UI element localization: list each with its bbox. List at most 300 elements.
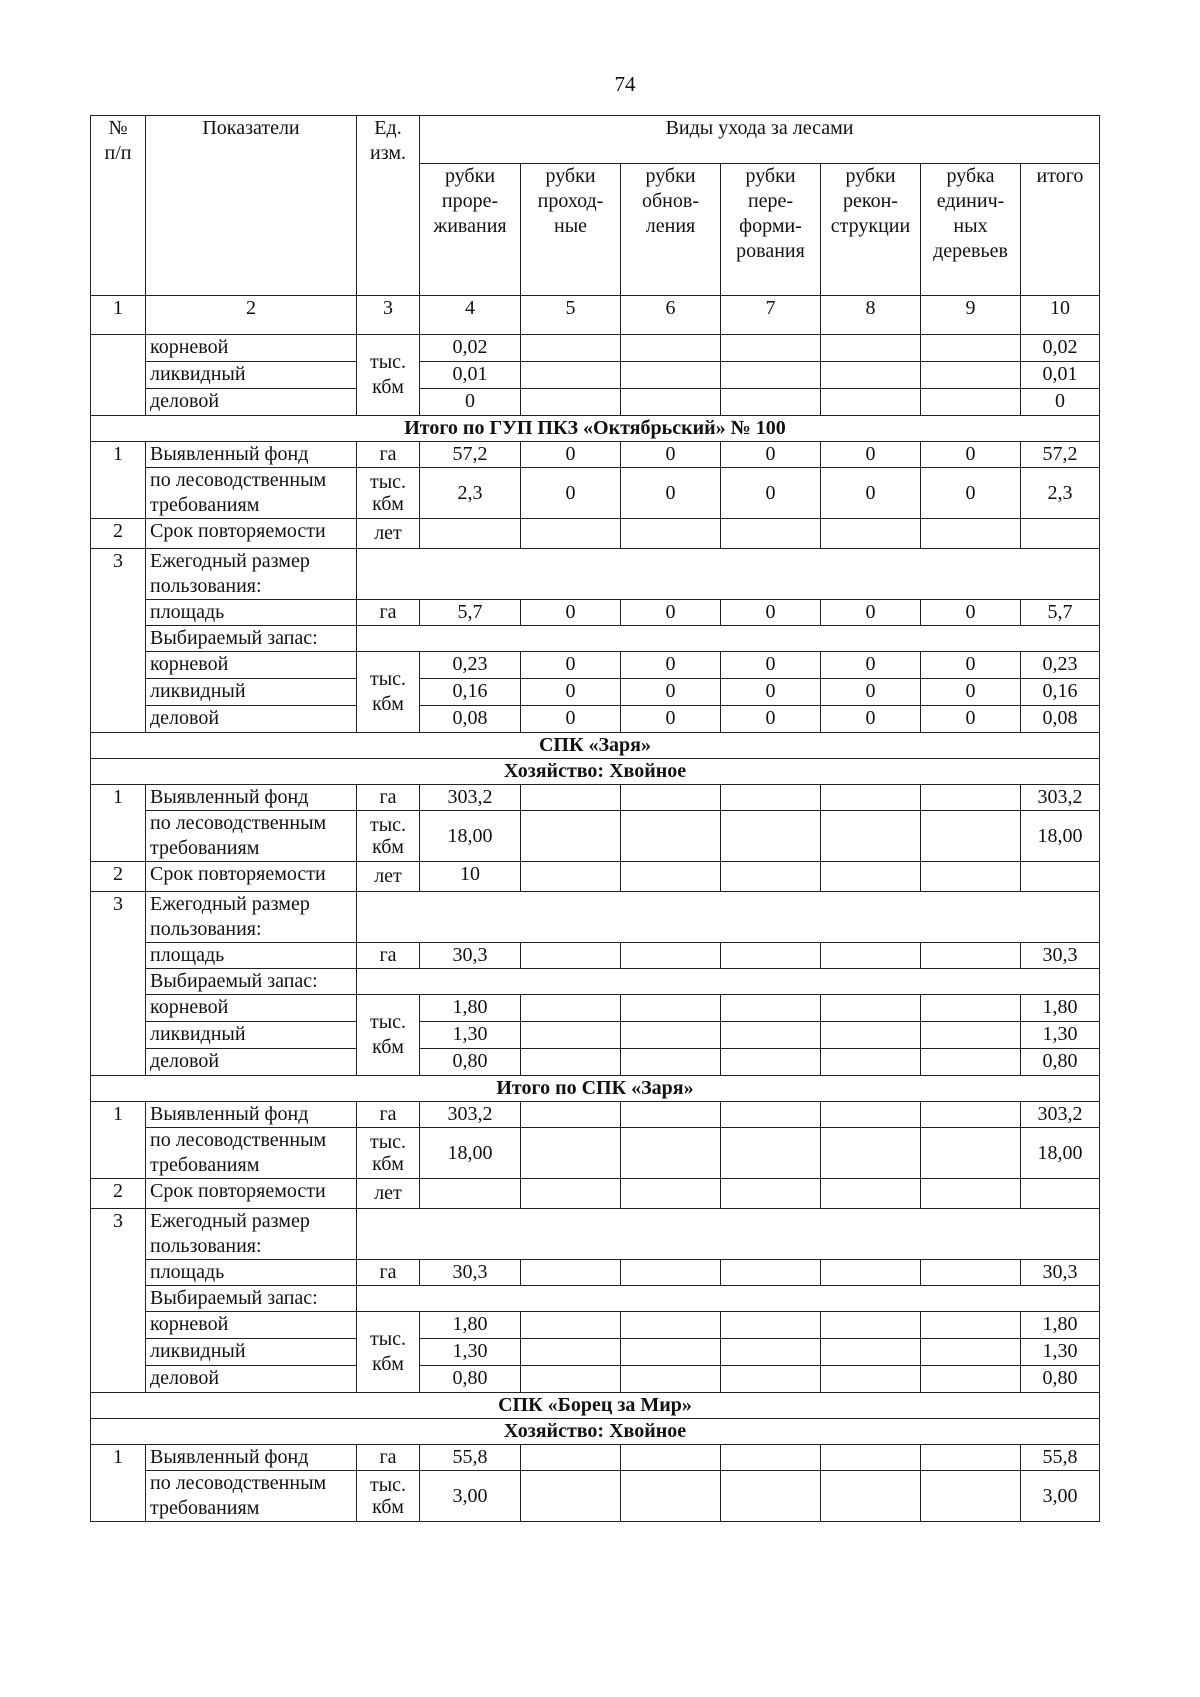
- unit-cell: [357, 995, 420, 1076]
- header-col7: рубки пере- форми- рования: [721, 164, 821, 296]
- area-row: [91, 943, 1100, 969]
- value-cell: 30,3: [420, 943, 521, 969]
- value-cell: [521, 862, 621, 892]
- value-cell: 2,3: [420, 468, 521, 519]
- value-cell: [921, 943, 1021, 969]
- section-subtitle-row: [91, 1419, 1100, 1445]
- value-cell: 5,7: [1021, 600, 1100, 626]
- value-cell: [521, 1179, 621, 1209]
- value-cell: [721, 995, 821, 1022]
- column-number: 1: [91, 296, 146, 335]
- indicator-label: Выявленный фонд: [146, 1102, 357, 1128]
- column-number: 8: [821, 296, 921, 335]
- value-cell: 0,08: [420, 706, 521, 733]
- section-title-row: [91, 733, 1100, 759]
- annual-line1: Ежегодный размер: [150, 893, 310, 915]
- value-cell: [821, 1049, 921, 1076]
- indicator-label: корневой: [146, 335, 357, 362]
- value-cell: [621, 1471, 721, 1522]
- value-cell: [420, 519, 521, 549]
- unit-cell: га: [357, 1102, 420, 1128]
- value-cell: 303,2: [1021, 1102, 1100, 1128]
- value-cell: [521, 362, 621, 389]
- empty-cell: [357, 1286, 1100, 1312]
- fund-row: [91, 1128, 1100, 1179]
- header-col9: рубка единич- ных деревьев: [921, 164, 1021, 296]
- section-title: Итого по СПК «Заря»: [91, 1076, 1100, 1102]
- unit-cell: [357, 335, 420, 416]
- section-title: СПК «Заря»: [91, 733, 1100, 759]
- value-cell: 55,8: [1021, 1445, 1100, 1471]
- value-cell: [521, 1260, 621, 1286]
- value-cell: 0: [921, 600, 1021, 626]
- value-cell: [521, 389, 621, 416]
- indicator-label: деловой: [146, 1366, 357, 1393]
- unit-kbm: кбм: [372, 493, 404, 515]
- value-cell: 0: [621, 600, 721, 626]
- value-cell: 0,23: [1021, 652, 1100, 679]
- fund-line3: требованиям: [150, 1497, 260, 1519]
- value-cell: 57,2: [1021, 442, 1100, 468]
- value-cell: [621, 389, 721, 416]
- unit-cell: [357, 1312, 420, 1393]
- annual-line2: пользования:: [150, 575, 262, 597]
- value-cell: [821, 1312, 921, 1339]
- value-cell: 0,02: [1021, 335, 1100, 362]
- value-cell: [821, 1260, 921, 1286]
- section-title-row: [91, 1076, 1100, 1102]
- value-cell: 1,80: [1021, 1312, 1100, 1339]
- value-cell: 18,00: [1021, 1128, 1100, 1179]
- value-cell: [821, 943, 921, 969]
- value-cell: 0: [921, 706, 1021, 733]
- value-cell: 0,08: [1021, 706, 1100, 733]
- annual-line1: Ежегодный размер: [150, 550, 310, 572]
- indicator-label: ликвидный: [146, 1022, 357, 1049]
- value-cell: 0: [621, 468, 721, 519]
- header-col4: рубки проре- живания: [420, 164, 521, 296]
- unit-kbm: кбм: [372, 1036, 404, 1058]
- value-cell: [521, 1312, 621, 1339]
- row-number: 2: [91, 862, 146, 892]
- value-cell: [1021, 862, 1100, 892]
- value-cell: 0,23: [420, 652, 521, 679]
- value-cell: 57,2: [420, 442, 521, 468]
- value-cell: [921, 1260, 1021, 1286]
- indicator-label: [146, 811, 357, 862]
- row-number: 3: [91, 892, 146, 1076]
- unit-kbm: кбм: [372, 1353, 404, 1375]
- unit-cell: га: [357, 943, 420, 969]
- row-number: 3: [91, 549, 146, 733]
- unit-tys: тыс.: [369, 1328, 407, 1350]
- value-cell: 0: [721, 468, 821, 519]
- stock-item-row: [91, 679, 1100, 706]
- value-cell: [521, 1445, 621, 1471]
- unit-cell: га: [357, 1260, 420, 1286]
- section-title: Итого по ГУП ПКЗ «Октябрьский» № 100: [91, 416, 1100, 442]
- fund-line2: по лесоводственным: [150, 812, 327, 834]
- column-number: 6: [621, 296, 721, 335]
- unit-tys: тыс.: [369, 1474, 407, 1496]
- indicator-label: корневой: [146, 652, 357, 679]
- value-cell: [921, 1128, 1021, 1179]
- value-cell: [721, 362, 821, 389]
- value-cell: [621, 943, 721, 969]
- value-cell: [521, 1471, 621, 1522]
- fund-line3: требованиям: [150, 1154, 260, 1176]
- unit-tys: тыс.: [369, 471, 407, 493]
- value-cell: 0: [921, 679, 1021, 706]
- value-cell: 0,02: [420, 335, 521, 362]
- value-cell: 0: [821, 706, 921, 733]
- unit-kbm: кбм: [372, 376, 404, 398]
- empty-cell: [357, 549, 1100, 600]
- fund-row: [91, 442, 1100, 468]
- unit-kbm: кбм: [372, 1153, 404, 1175]
- indicator-label: Срок повторяемости: [146, 519, 357, 549]
- value-cell: [821, 785, 921, 811]
- value-cell: [1021, 1179, 1100, 1209]
- value-cell: [621, 519, 721, 549]
- value-cell: 1,30: [420, 1022, 521, 1049]
- area-row: [91, 600, 1100, 626]
- indicator-label: Выбираемый запас:: [146, 626, 357, 652]
- value-cell: [821, 1445, 921, 1471]
- value-cell: 0: [420, 389, 521, 416]
- value-cell: [921, 862, 1021, 892]
- value-cell: 0: [721, 600, 821, 626]
- indicator-label: Выявленный фонд: [146, 785, 357, 811]
- unit-kbm: кбм: [372, 836, 404, 858]
- empty-cell: [91, 335, 146, 416]
- row-number: 1: [91, 785, 146, 862]
- value-cell: [621, 785, 721, 811]
- value-cell: [921, 389, 1021, 416]
- indicator-label: [146, 892, 357, 943]
- unit-cell: [357, 1471, 420, 1522]
- value-cell: 0: [621, 679, 721, 706]
- stock-item-row: [91, 995, 1100, 1022]
- column-numbers-row: [91, 296, 1100, 335]
- indicator-label: [146, 549, 357, 600]
- value-cell: [921, 362, 1021, 389]
- unit-cell: га: [357, 442, 420, 468]
- stock-row: [91, 969, 1100, 995]
- value-cell: [921, 811, 1021, 862]
- period-row: [91, 1179, 1100, 1209]
- value-cell: [921, 995, 1021, 1022]
- value-cell: [821, 811, 921, 862]
- period-row: [91, 519, 1100, 549]
- value-cell: [521, 1102, 621, 1128]
- value-cell: [621, 1049, 721, 1076]
- value-cell: 18,00: [1021, 811, 1100, 862]
- value-cell: [621, 335, 721, 362]
- value-cell: [821, 389, 921, 416]
- value-cell: [521, 995, 621, 1022]
- value-cell: [921, 1049, 1021, 1076]
- area-row: [91, 1260, 1100, 1286]
- value-cell: [521, 1128, 621, 1179]
- value-cell: 0: [521, 652, 621, 679]
- unit-tys: тыс.: [369, 668, 407, 690]
- value-cell: 0: [521, 679, 621, 706]
- value-cell: 303,2: [1021, 785, 1100, 811]
- indicator-label: корневой: [146, 995, 357, 1022]
- stock-item-row: [91, 1022, 1100, 1049]
- value-cell: [721, 811, 821, 862]
- unit-cell: [357, 468, 420, 519]
- value-cell: 0: [521, 468, 621, 519]
- header-group-title: Виды ухода за лесами: [420, 116, 1100, 164]
- value-cell: 3,00: [1021, 1471, 1100, 1522]
- annual-line2: пользования:: [150, 1235, 262, 1257]
- unit-cell: [357, 1128, 420, 1179]
- column-number: 9: [921, 296, 1021, 335]
- fund-line2: по лесоводственным: [150, 1472, 327, 1494]
- value-cell: [721, 1022, 821, 1049]
- value-cell: [621, 1366, 721, 1393]
- value-cell: [921, 1445, 1021, 1471]
- value-cell: [521, 811, 621, 862]
- section-title: СПК «Борец за Мир»: [91, 1393, 1100, 1419]
- fund-row: [91, 785, 1100, 811]
- value-cell: 0: [721, 442, 821, 468]
- fund-line2: по лесоводственным: [150, 1129, 327, 1151]
- annual-row: [91, 1209, 1100, 1260]
- value-cell: 0: [721, 706, 821, 733]
- fund-row: [91, 468, 1100, 519]
- value-cell: 303,2: [420, 1102, 521, 1128]
- value-cell: [921, 1312, 1021, 1339]
- value-cell: [821, 519, 921, 549]
- value-cell: 1,80: [420, 995, 521, 1022]
- value-cell: [721, 1179, 821, 1209]
- value-cell: 2,3: [1021, 468, 1100, 519]
- stock-item-row: [91, 389, 1100, 416]
- value-cell: [721, 335, 821, 362]
- value-cell: [621, 862, 721, 892]
- column-number: 7: [721, 296, 821, 335]
- column-number: 10: [1021, 296, 1100, 335]
- value-cell: 0,80: [1021, 1049, 1100, 1076]
- indicator-label: Выбираемый запас:: [146, 969, 357, 995]
- value-cell: [821, 862, 921, 892]
- indicator-label: площадь: [146, 943, 357, 969]
- stock-item-row: [91, 706, 1100, 733]
- indicator-label: [146, 468, 357, 519]
- stock-item-row: [91, 362, 1100, 389]
- value-cell: [721, 389, 821, 416]
- value-cell: [521, 1366, 621, 1393]
- stock-item-row: [91, 1049, 1100, 1076]
- fund-row: [91, 1471, 1100, 1522]
- indicator-label: [146, 1209, 357, 1260]
- unit-cell: га: [357, 785, 420, 811]
- header-num: № п/п: [91, 116, 146, 296]
- value-cell: 10: [420, 862, 521, 892]
- value-cell: [521, 1339, 621, 1366]
- column-number: 4: [420, 296, 521, 335]
- indicator-label: Срок повторяемости: [146, 1179, 357, 1209]
- annual-line2: пользования:: [150, 918, 262, 940]
- indicator-label: ликвидный: [146, 679, 357, 706]
- indicator-label: ликвидный: [146, 1339, 357, 1366]
- value-cell: [921, 519, 1021, 549]
- indicator-label: площадь: [146, 600, 357, 626]
- indicator-label: Выявленный фонд: [146, 1445, 357, 1471]
- value-cell: 1,80: [1021, 995, 1100, 1022]
- indicator-label: деловой: [146, 706, 357, 733]
- value-cell: [721, 1445, 821, 1471]
- value-cell: 0: [821, 442, 921, 468]
- value-cell: 0,01: [420, 362, 521, 389]
- unit-cell: лет: [357, 862, 420, 892]
- section-subtitle: Хозяйство: Хвойное: [91, 759, 1100, 785]
- value-cell: 18,00: [420, 811, 521, 862]
- value-cell: 0: [721, 679, 821, 706]
- indicator-label: [146, 1471, 357, 1522]
- unit-tys: тыс.: [369, 351, 407, 373]
- stock-item-row: [91, 652, 1100, 679]
- value-cell: [621, 1102, 721, 1128]
- value-cell: [721, 1366, 821, 1393]
- value-cell: [721, 943, 821, 969]
- header-indicators: Показатели: [146, 116, 357, 296]
- indicator-label: ликвидный: [146, 362, 357, 389]
- value-cell: 0,80: [420, 1049, 521, 1076]
- value-cell: 0: [821, 679, 921, 706]
- value-cell: [621, 1179, 721, 1209]
- row-number: 3: [91, 1209, 146, 1393]
- value-cell: [621, 1312, 721, 1339]
- indicator-label: площадь: [146, 1260, 357, 1286]
- unit-cell: лет: [357, 1179, 420, 1209]
- header-unit: Ед. изм.: [357, 116, 420, 296]
- period-row: [91, 862, 1100, 892]
- value-cell: [821, 1022, 921, 1049]
- value-cell: 1,80: [420, 1312, 521, 1339]
- fund-row: [91, 811, 1100, 862]
- unit-cell: га: [357, 1445, 420, 1471]
- value-cell: [621, 995, 721, 1022]
- value-cell: 30,3: [1021, 943, 1100, 969]
- value-cell: [821, 1102, 921, 1128]
- value-cell: 1,30: [1021, 1022, 1100, 1049]
- stock-row: [91, 626, 1100, 652]
- unit-kbm: кбм: [372, 1496, 404, 1518]
- annual-line1: Ежегодный размер: [150, 1210, 310, 1232]
- value-cell: [621, 1128, 721, 1179]
- value-cell: 5,7: [420, 600, 521, 626]
- value-cell: 0,16: [420, 679, 521, 706]
- value-cell: [721, 1102, 821, 1128]
- value-cell: 0: [921, 442, 1021, 468]
- value-cell: 0,80: [420, 1366, 521, 1393]
- value-cell: [921, 1102, 1021, 1128]
- value-cell: 0,01: [1021, 362, 1100, 389]
- value-cell: 0: [721, 652, 821, 679]
- value-cell: 0: [821, 468, 921, 519]
- value-cell: 0: [521, 442, 621, 468]
- header-col5: рубки проход- ные: [521, 164, 621, 296]
- value-cell: [521, 335, 621, 362]
- value-cell: 0: [1021, 389, 1100, 416]
- unit-cell: [357, 811, 420, 862]
- value-cell: [921, 1471, 1021, 1522]
- value-cell: [821, 995, 921, 1022]
- value-cell: 0,16: [1021, 679, 1100, 706]
- row-number: 1: [91, 442, 146, 519]
- value-cell: 0: [821, 652, 921, 679]
- value-cell: 0: [521, 706, 621, 733]
- value-cell: 0: [621, 706, 721, 733]
- value-cell: [921, 1366, 1021, 1393]
- value-cell: [621, 362, 721, 389]
- column-number: 5: [521, 296, 621, 335]
- fund-row: [91, 1102, 1100, 1128]
- column-number: 3: [357, 296, 420, 335]
- value-cell: [921, 785, 1021, 811]
- section-subtitle: Хозяйство: Хвойное: [91, 1419, 1100, 1445]
- value-cell: [521, 1049, 621, 1076]
- stock-item-row: [91, 335, 1100, 362]
- forest-care-table: [90, 115, 1100, 1522]
- fund-row: [91, 1445, 1100, 1471]
- value-cell: [721, 785, 821, 811]
- value-cell: [921, 1022, 1021, 1049]
- unit-kbm: кбм: [372, 693, 404, 715]
- value-cell: [721, 1339, 821, 1366]
- value-cell: 0: [621, 442, 721, 468]
- value-cell: [821, 1366, 921, 1393]
- unit-tys: тыс.: [369, 814, 407, 836]
- row-number: 1: [91, 1102, 146, 1179]
- value-cell: [721, 1471, 821, 1522]
- value-cell: [821, 335, 921, 362]
- unit-cell: лет: [357, 519, 420, 549]
- value-cell: [821, 1471, 921, 1522]
- empty-cell: [357, 626, 1100, 652]
- value-cell: [921, 335, 1021, 362]
- value-cell: 18,00: [420, 1128, 521, 1179]
- value-cell: 30,3: [1021, 1260, 1100, 1286]
- value-cell: [721, 1049, 821, 1076]
- value-cell: [821, 1128, 921, 1179]
- stock-item-row: [91, 1312, 1100, 1339]
- value-cell: [521, 785, 621, 811]
- unit-tys: тыс.: [369, 1011, 407, 1033]
- value-cell: [621, 1260, 721, 1286]
- fund-line3: требованиям: [150, 837, 260, 859]
- value-cell: 55,8: [420, 1445, 521, 1471]
- value-cell: 1,30: [1021, 1339, 1100, 1366]
- value-cell: [721, 1128, 821, 1179]
- value-cell: [521, 1022, 621, 1049]
- unit-cell: га: [357, 600, 420, 626]
- value-cell: 0,80: [1021, 1366, 1100, 1393]
- value-cell: 0: [621, 652, 721, 679]
- value-cell: [821, 1339, 921, 1366]
- header-col10: итого: [1021, 164, 1100, 296]
- value-cell: [721, 1312, 821, 1339]
- section-subtitle-row: [91, 759, 1100, 785]
- annual-row: [91, 549, 1100, 600]
- value-cell: 0: [921, 652, 1021, 679]
- indicator-label: деловой: [146, 1049, 357, 1076]
- annual-row: [91, 892, 1100, 943]
